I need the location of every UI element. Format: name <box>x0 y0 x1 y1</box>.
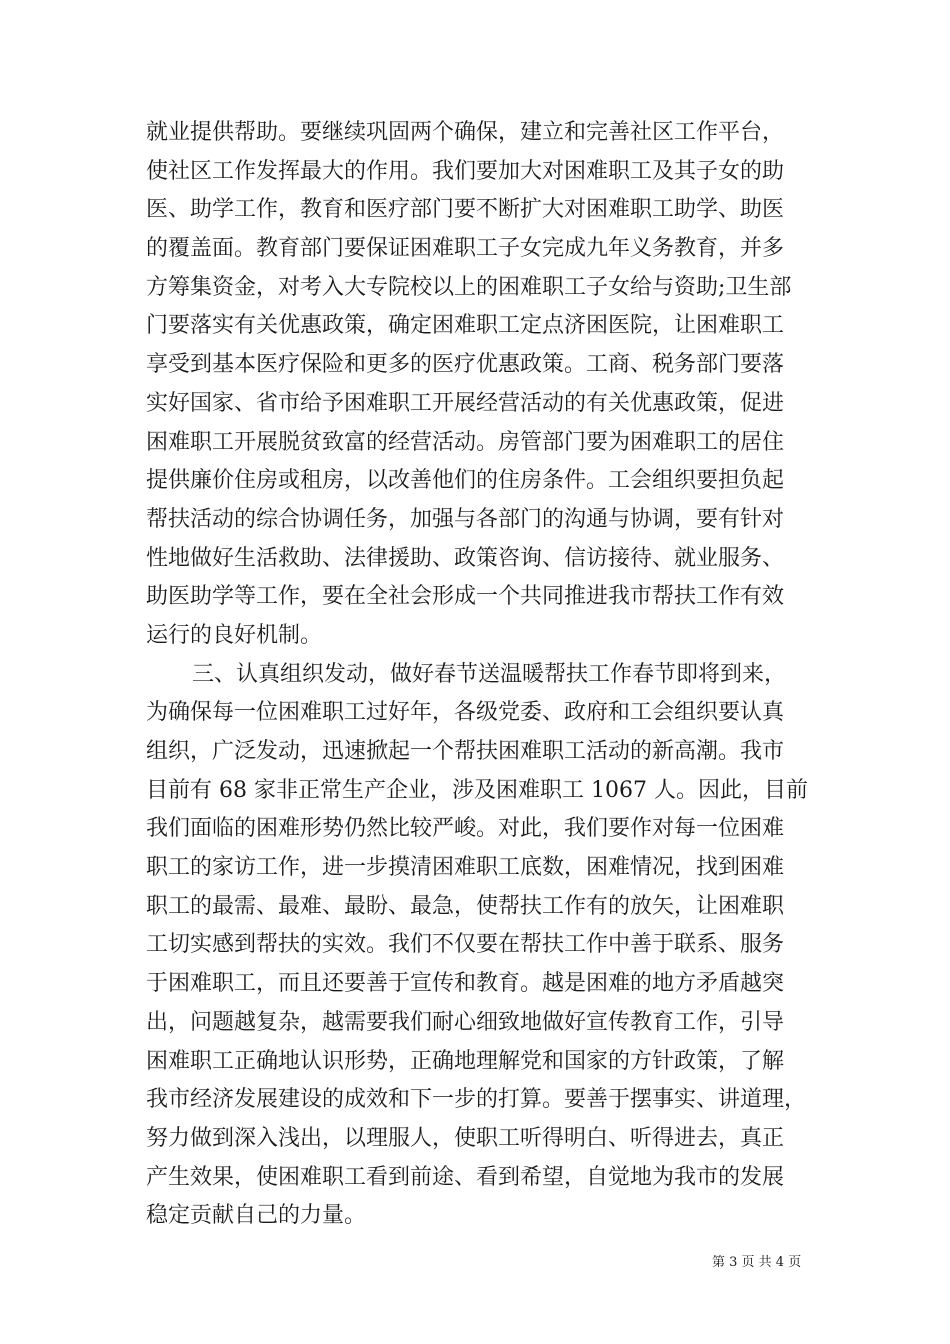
text-line: 产生效果，使困难职工看到前途、看到希望，自觉地为我市的发展 <box>146 1164 785 1190</box>
text-line: 使社区工作发挥最大的作用。我们要加大对困难职工及其子女的助 <box>146 158 785 184</box>
text-line: 助医助学等工作，要在全社会形成一个共同推进我市帮扶工作有效 <box>146 584 785 610</box>
text-line: 为确保每一位困难职工过好年，各级党委、政府和工会组织要认真 <box>146 700 785 726</box>
document-body <box>146 114 826 1236</box>
text-line: 组织，广泛发动，迅速掀起一个帮扶困难职工活动的新高潮。我市 <box>146 739 785 764</box>
text-line: 运行的良好机制。 <box>146 622 323 648</box>
text-line: 职工的最需、最难、最盼、最急，使帮扶工作有的放矢，让困难职 <box>146 893 785 919</box>
text-line: 方筹集资金，对考入大专院校以上的困难职工子女给与资助;卫生部 <box>146 274 792 300</box>
text-line: 职工的家访工作，进一步摸清困难职工底数，困难情况，找到困难 <box>146 855 785 881</box>
text-line: 我们面临的困难形势仍然比较严峻。对此，我们要作对每一位困难 <box>146 816 785 842</box>
text-line: 的覆盖面。教育部门要保证困难职工子女完成九年义务教育，并多 <box>146 236 785 262</box>
text-line: 努力做到深入浅出，以理服人，使职工听得明白、听得进去，真正 <box>146 1125 785 1151</box>
text-line: 出，问题越复杂，越需要我们耐心细致地做好宣传教育工作，引导 <box>146 1009 785 1035</box>
text-line: 目前有 68 家非正常生产企业，涉及困难职工 1067 人。因此，目前 <box>146 777 808 803</box>
text-line: 医、助学工作，教育和医疗部门要不断扩大对困难职工助学、助医 <box>146 197 785 223</box>
text-line: 帮扶活动的综合协调任务，加强与各部门的沟通与协调，要有针对 <box>146 506 785 532</box>
text-line: 性地做好生活救助、法律援助、政策咨询、信访接待、就业服务、 <box>146 545 785 571</box>
text-line: 稳定贡献自己的力量。 <box>146 1203 367 1229</box>
text-line: 享受到基本医疗保险和更多的医疗优惠政策。工商、税务部门要落 <box>146 352 785 378</box>
text-line: 实好国家、省市给予困难职工开展经营活动的有关优惠政策，促进 <box>146 390 785 416</box>
text-line: 工切实感到帮扶的实效。我们不仅要在帮扶工作中善于联系、服务 <box>146 932 785 958</box>
text-line: 我市经济发展建设的成效和下一步的打算。要善于摆事实、讲道理， <box>146 1087 807 1113</box>
text-line: 就业提供帮助。要继续巩固两个确保，建立和完善社区工作平台， <box>146 120 785 145</box>
section-heading-line: 三、认真组织发动，做好春节送温暖帮扶工作春节即将到来， <box>192 661 787 687</box>
page-number: 第 3 页 共 4 页 <box>712 1255 802 1270</box>
text-line: 困难职工开展脱贫致富的经营活动。房管部门要为困难职工的居住 <box>146 429 785 455</box>
text-line: 提供廉价住房或租房，以改善他们的住房条件。工会组织要担负起 <box>146 468 785 494</box>
text-line: 困难职工正确地认识形势，正确地理解党和国家的方针政策，了解 <box>146 1048 785 1074</box>
text-line: 于困难职工，而且还要善于宣传和教育。越是困难的地方矛盾越突 <box>146 971 785 997</box>
text-line: 门要落实有关优惠政策，确定困难职工定点济困医院，让困难职工 <box>146 313 785 339</box>
